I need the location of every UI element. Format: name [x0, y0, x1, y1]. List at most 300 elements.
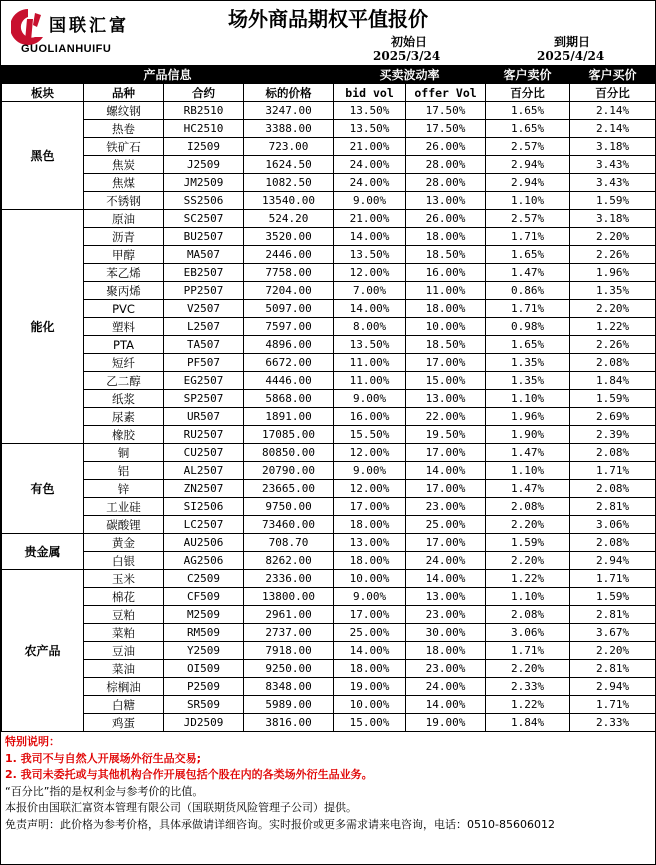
underlying-price-cell: 4446.00 [244, 372, 334, 390]
company-name-en: GUOLIANHUIFU [21, 43, 112, 55]
company-name-cn: 国联汇富 [49, 16, 129, 36]
table-row [2, 120, 656, 138]
client-buy-pct-cell: 1.71% [570, 570, 656, 588]
table-row [2, 318, 656, 336]
contract-cell: RM509 [164, 624, 244, 642]
variety-cell: 铝 [84, 462, 164, 480]
contract-cell: L2507 [164, 318, 244, 336]
col-contract: 合约 [164, 84, 244, 102]
contract-cell: JM2509 [164, 174, 244, 192]
table-row [2, 156, 656, 174]
variety-cell: 不锈钢 [84, 192, 164, 210]
contract-cell: CF509 [164, 588, 244, 606]
client-sell-pct-cell: 2.57% [486, 210, 570, 228]
table-row [2, 264, 656, 282]
bid-vol-cell: 7.00% [334, 282, 406, 300]
bid-vol-cell: 25.00% [334, 624, 406, 642]
variety-cell: 碳酸锂 [84, 516, 164, 534]
client-buy-pct-cell: 2.08% [570, 354, 656, 372]
bid-vol-cell: 24.00% [334, 174, 406, 192]
client-sell-pct-cell: 1.71% [486, 642, 570, 660]
contract-cell: CU2507 [164, 444, 244, 462]
table-row [2, 660, 656, 678]
client-sell-pct-cell: 1.71% [486, 228, 570, 246]
offer-vol-cell: 18.50% [406, 246, 486, 264]
client-sell-pct-cell: 1.59% [486, 534, 570, 552]
underlying-price-cell: 3247.00 [244, 102, 334, 120]
client-sell-pct-cell: 3.06% [486, 624, 570, 642]
table-row [2, 678, 656, 696]
client-buy-pct-cell: 3.18% [570, 138, 656, 156]
variety-cell: 铁矿石 [84, 138, 164, 156]
client-sell-pct-cell: 2.57% [486, 138, 570, 156]
client-sell-pct-cell: 1.65% [486, 102, 570, 120]
offer-vol-cell: 23.00% [406, 498, 486, 516]
bid-vol-cell: 13.50% [334, 336, 406, 354]
offer-vol-cell: 15.00% [406, 372, 486, 390]
offer-vol-cell: 17.50% [406, 120, 486, 138]
underlying-price-cell: 13540.00 [244, 192, 334, 210]
variety-cell: 聚丙烯 [84, 282, 164, 300]
underlying-price-cell: 4896.00 [244, 336, 334, 354]
offer-vol-cell: 18.00% [406, 228, 486, 246]
client-buy-pct-cell: 3.67% [570, 624, 656, 642]
offer-vol-cell: 22.00% [406, 408, 486, 426]
bid-vol-cell: 10.00% [334, 570, 406, 588]
variety-cell: 热卷 [84, 120, 164, 138]
contract-cell: J2509 [164, 156, 244, 174]
variety-cell: 豆油 [84, 642, 164, 660]
client-buy-pct-cell: 2.26% [570, 336, 656, 354]
variety-cell: 锌 [84, 480, 164, 498]
variety-cell: 菜粕 [84, 624, 164, 642]
contract-cell: P2509 [164, 678, 244, 696]
contract-cell: RU2507 [164, 426, 244, 444]
underlying-price-cell: 7918.00 [244, 642, 334, 660]
underlying-price-cell: 9750.00 [244, 498, 334, 516]
client-sell-pct-cell: 1.10% [486, 390, 570, 408]
client-sell-pct-cell: 1.22% [486, 570, 570, 588]
variety-cell: 鸡蛋 [84, 714, 164, 732]
underlying-price-cell: 5097.00 [244, 300, 334, 318]
offer-vol-cell: 30.00% [406, 624, 486, 642]
offer-vol-cell: 14.00% [406, 462, 486, 480]
client-sell-pct-cell: 0.86% [486, 282, 570, 300]
start-date-value: 2025/3/24 [373, 49, 441, 63]
client-sell-pct-cell: 2.08% [486, 498, 570, 516]
underlying-price-cell: 3520.00 [244, 228, 334, 246]
underlying-price-cell: 7758.00 [244, 264, 334, 282]
variety-cell: 螺纹钢 [84, 102, 164, 120]
client-buy-pct-cell: 1.59% [570, 192, 656, 210]
bid-vol-cell: 9.00% [334, 390, 406, 408]
client-buy-pct-cell: 3.43% [570, 174, 656, 192]
client-sell-pct-cell: 2.94% [486, 156, 570, 174]
variety-cell: 豆粕 [84, 606, 164, 624]
client-buy-pct-cell: 2.14% [570, 102, 656, 120]
bid-vol-cell: 11.00% [334, 354, 406, 372]
bid-vol-cell: 13.00% [334, 534, 406, 552]
offer-vol-cell: 13.00% [406, 588, 486, 606]
client-buy-pct-cell: 2.81% [570, 660, 656, 678]
contract-cell: AU2506 [164, 534, 244, 552]
client-sell-pct-cell: 1.84% [486, 714, 570, 732]
table-row [2, 714, 656, 732]
bid-vol-cell: 16.00% [334, 408, 406, 426]
client-buy-pct-cell: 2.94% [570, 552, 656, 570]
table-row [2, 426, 656, 444]
table-row [2, 246, 656, 264]
offer-vol-cell: 10.00% [406, 318, 486, 336]
contract-cell: Y2509 [164, 642, 244, 660]
table-row [2, 588, 656, 606]
group-client-sell: 客户卖价 [486, 66, 570, 84]
offer-vol-cell: 18.00% [406, 642, 486, 660]
client-sell-pct-cell: 0.98% [486, 318, 570, 336]
variety-cell: 甲醇 [84, 246, 164, 264]
variety-cell: 工业硅 [84, 498, 164, 516]
bid-vol-cell: 15.50% [334, 426, 406, 444]
offer-vol-cell: 18.50% [406, 336, 486, 354]
bid-vol-cell: 12.00% [334, 480, 406, 498]
offer-vol-cell: 25.00% [406, 516, 486, 534]
offer-vol-cell: 24.00% [406, 678, 486, 696]
note-no-individuals: 1. 我司不与自然人开展场外衍生品交易; [5, 751, 202, 765]
client-buy-pct-cell: 2.08% [570, 534, 656, 552]
offer-vol-cell: 13.00% [406, 390, 486, 408]
underlying-price-cell: 9250.00 [244, 660, 334, 678]
client-buy-pct-cell: 2.81% [570, 606, 656, 624]
client-sell-pct-cell: 1.71% [486, 300, 570, 318]
variety-cell: 纸浆 [84, 390, 164, 408]
contract-cell: BU2507 [164, 228, 244, 246]
bid-vol-cell: 12.00% [334, 264, 406, 282]
variety-cell: 焦煤 [84, 174, 164, 192]
bid-vol-cell: 17.00% [334, 606, 406, 624]
client-buy-pct-cell: 1.59% [570, 588, 656, 606]
client-buy-pct-cell: 3.18% [570, 210, 656, 228]
variety-cell: 焦炭 [84, 156, 164, 174]
table-row [2, 642, 656, 660]
underlying-price-cell: 7204.00 [244, 282, 334, 300]
header-column-row [2, 84, 656, 102]
table-row [2, 354, 656, 372]
underlying-price-cell: 2336.00 [244, 570, 334, 588]
header-group-row [2, 66, 656, 84]
client-buy-pct-cell: 1.84% [570, 372, 656, 390]
underlying-price-cell: 2961.00 [244, 606, 334, 624]
offer-vol-cell: 16.00% [406, 264, 486, 282]
variety-cell: 乙二醇 [84, 372, 164, 390]
client-sell-pct-cell: 1.47% [486, 480, 570, 498]
contract-cell: EG2507 [164, 372, 244, 390]
notes [1, 732, 655, 835]
table-row [2, 390, 656, 408]
variety-cell: 短纤 [84, 354, 164, 372]
sector-cell: 贵金属 [2, 534, 84, 570]
underlying-price-cell: 2446.00 [244, 246, 334, 264]
offer-vol-cell: 19.50% [406, 426, 486, 444]
contract-cell: M2509 [164, 606, 244, 624]
contract-cell: SP2507 [164, 390, 244, 408]
client-buy-pct-cell: 1.96% [570, 264, 656, 282]
bid-vol-cell: 17.00% [334, 498, 406, 516]
table-row [2, 138, 656, 156]
contract-cell: HC2510 [164, 120, 244, 138]
table-row [2, 462, 656, 480]
client-sell-pct-cell: 1.65% [486, 336, 570, 354]
contract-cell: PP2507 [164, 282, 244, 300]
client-buy-pct-cell: 2.69% [570, 408, 656, 426]
variety-cell: 铜 [84, 444, 164, 462]
contract-cell: ZN2507 [164, 480, 244, 498]
table-row [2, 300, 656, 318]
table-row [2, 624, 656, 642]
col-price: 标的价格 [244, 84, 334, 102]
offer-vol-cell: 23.00% [406, 660, 486, 678]
client-buy-pct-cell: 2.20% [570, 642, 656, 660]
offer-vol-cell: 26.00% [406, 138, 486, 156]
client-buy-pct-cell: 3.43% [570, 156, 656, 174]
variety-cell: 塑料 [84, 318, 164, 336]
bid-vol-cell: 15.00% [334, 714, 406, 732]
sector-cell: 有色 [2, 444, 84, 534]
client-buy-pct-cell: 2.81% [570, 498, 656, 516]
col-sell-pct: 百分比 [486, 84, 570, 102]
variety-cell: 白糖 [84, 696, 164, 714]
bid-vol-cell: 24.00% [334, 156, 406, 174]
bid-vol-cell: 14.00% [334, 300, 406, 318]
underlying-price-cell: 13800.00 [244, 588, 334, 606]
bid-vol-cell: 18.00% [334, 516, 406, 534]
contract-cell: SR509 [164, 696, 244, 714]
page-title: 场外商品期权平值报价 [228, 7, 428, 31]
variety-cell: 玉米 [84, 570, 164, 588]
offer-vol-cell: 19.00% [406, 714, 486, 732]
note-percentage-definition: “百分比”指的是权利金与参考价的比值。 [5, 784, 204, 798]
contract-cell: SC2507 [164, 210, 244, 228]
variety-cell: 原油 [84, 210, 164, 228]
end-date-value: 2025/4/24 [537, 49, 605, 63]
offer-vol-cell: 28.00% [406, 156, 486, 174]
client-sell-pct-cell: 2.20% [486, 516, 570, 534]
contract-cell: JD2509 [164, 714, 244, 732]
contract-cell: SS2506 [164, 192, 244, 210]
table-row [2, 228, 656, 246]
sector-cell: 能化 [2, 210, 84, 444]
variety-cell: 棕榈油 [84, 678, 164, 696]
underlying-price-cell: 5868.00 [244, 390, 334, 408]
offer-vol-cell: 24.00% [406, 552, 486, 570]
contract-cell: V2507 [164, 300, 244, 318]
bid-vol-cell: 14.00% [334, 642, 406, 660]
table-row [2, 606, 656, 624]
table-row [2, 498, 656, 516]
contract-cell: UR507 [164, 408, 244, 426]
contract-cell: C2509 [164, 570, 244, 588]
contract-cell: SI2506 [164, 498, 244, 516]
variety-cell: 尿素 [84, 408, 164, 426]
quote-table [1, 65, 656, 732]
client-sell-pct-cell: 1.90% [486, 426, 570, 444]
sector-cell: 黑色 [2, 102, 84, 210]
client-buy-pct-cell: 2.08% [570, 444, 656, 462]
table-row [2, 210, 656, 228]
col-buy-pct: 百分比 [570, 84, 656, 102]
bid-vol-cell: 13.50% [334, 246, 406, 264]
client-sell-pct-cell: 1.10% [486, 192, 570, 210]
contract-cell: TA507 [164, 336, 244, 354]
contract-cell: I2509 [164, 138, 244, 156]
underlying-price-cell: 3388.00 [244, 120, 334, 138]
client-buy-pct-cell: 1.59% [570, 390, 656, 408]
group-vol: 买卖波动率 [334, 66, 486, 84]
contract-cell: RB2510 [164, 102, 244, 120]
underlying-price-cell: 20790.00 [244, 462, 334, 480]
client-sell-pct-cell: 1.65% [486, 120, 570, 138]
bid-vol-cell: 13.50% [334, 102, 406, 120]
header [1, 1, 655, 65]
underlying-price-cell: 73460.00 [244, 516, 334, 534]
client-buy-pct-cell: 2.94% [570, 678, 656, 696]
contract-cell: AL2507 [164, 462, 244, 480]
offer-vol-cell: 17.50% [406, 102, 486, 120]
note-provider: 本报价由国联汇富资本管理有限公司（国联期货风险管理子公司）提供。 [5, 801, 357, 814]
underlying-price-cell: 524.20 [244, 210, 334, 228]
client-buy-pct-cell: 1.71% [570, 696, 656, 714]
col-offer-vol: offer Vol [406, 84, 486, 102]
bid-vol-cell: 21.00% [334, 138, 406, 156]
client-sell-pct-cell: 1.47% [486, 444, 570, 462]
client-sell-pct-cell: 1.22% [486, 696, 570, 714]
client-sell-pct-cell: 2.20% [486, 660, 570, 678]
table-row [2, 408, 656, 426]
client-sell-pct-cell: 2.08% [486, 606, 570, 624]
client-buy-pct-cell: 3.06% [570, 516, 656, 534]
underlying-price-cell: 1624.50 [244, 156, 334, 174]
client-sell-pct-cell: 1.96% [486, 408, 570, 426]
offer-vol-cell: 14.00% [406, 570, 486, 588]
note-no-delegation: 2. 我司未委托或与其他机构合作开展包括个股在内的各类场外衍生品业务。 [5, 768, 373, 781]
end-date-label: 到期日 [554, 35, 591, 49]
table-row [2, 174, 656, 192]
group-client-buy: 客户买价 [570, 66, 656, 84]
underlying-price-cell: 6672.00 [244, 354, 334, 372]
client-sell-pct-cell: 1.47% [486, 264, 570, 282]
contract-cell: EB2507 [164, 264, 244, 282]
contract-cell: LC2507 [164, 516, 244, 534]
col-variety: 品种 [84, 84, 164, 102]
table-row [2, 336, 656, 354]
table-row [2, 192, 656, 210]
client-sell-pct-cell: 1.65% [486, 246, 570, 264]
offer-vol-cell: 17.00% [406, 354, 486, 372]
bid-vol-cell: 12.00% [334, 444, 406, 462]
bid-vol-cell: 10.00% [334, 696, 406, 714]
bid-vol-cell: 13.50% [334, 120, 406, 138]
offer-vol-cell: 13.00% [406, 192, 486, 210]
variety-cell: 橡胶 [84, 426, 164, 444]
underlying-price-cell: 7597.00 [244, 318, 334, 336]
underlying-price-cell: 1082.50 [244, 174, 334, 192]
contract-cell: OI509 [164, 660, 244, 678]
table-row [2, 696, 656, 714]
client-sell-pct-cell: 1.10% [486, 462, 570, 480]
offer-vol-cell: 17.00% [406, 534, 486, 552]
table-row [2, 372, 656, 390]
offer-vol-cell: 18.00% [406, 300, 486, 318]
client-sell-pct-cell: 2.33% [486, 678, 570, 696]
underlying-price-cell: 3816.00 [244, 714, 334, 732]
bid-vol-cell: 9.00% [334, 588, 406, 606]
client-sell-pct-cell: 2.20% [486, 552, 570, 570]
client-buy-pct-cell: 2.14% [570, 120, 656, 138]
underlying-price-cell: 17085.00 [244, 426, 334, 444]
table-row [2, 570, 656, 588]
table-row [2, 552, 656, 570]
group-product-info: 产品信息 [2, 66, 334, 84]
table-row [2, 444, 656, 462]
table-row [2, 480, 656, 498]
contract-cell: MA507 [164, 246, 244, 264]
underlying-price-cell: 5989.00 [244, 696, 334, 714]
underlying-price-cell: 23665.00 [244, 480, 334, 498]
start-date-label: 初始日 [391, 35, 428, 49]
client-buy-pct-cell: 1.71% [570, 462, 656, 480]
bid-vol-cell: 8.00% [334, 318, 406, 336]
bid-vol-cell: 9.00% [334, 462, 406, 480]
client-buy-pct-cell: 2.20% [570, 300, 656, 318]
client-buy-pct-cell: 2.08% [570, 480, 656, 498]
client-buy-pct-cell: 2.33% [570, 714, 656, 732]
bid-vol-cell: 18.00% [334, 660, 406, 678]
variety-cell: PTA [84, 336, 164, 354]
offer-vol-cell: 26.00% [406, 210, 486, 228]
bid-vol-cell: 21.00% [334, 210, 406, 228]
client-buy-pct-cell: 1.35% [570, 282, 656, 300]
underlying-price-cell: 8262.00 [244, 552, 334, 570]
offer-vol-cell: 17.00% [406, 444, 486, 462]
bid-vol-cell: 11.00% [334, 372, 406, 390]
offer-vol-cell: 11.00% [406, 282, 486, 300]
underlying-price-cell: 2737.00 [244, 624, 334, 642]
variety-cell: 白银 [84, 552, 164, 570]
offer-vol-cell: 17.00% [406, 480, 486, 498]
bid-vol-cell: 19.00% [334, 678, 406, 696]
notes-heading: 特别说明： [5, 735, 60, 748]
variety-cell: 棉花 [84, 588, 164, 606]
underlying-price-cell: 8348.00 [244, 678, 334, 696]
table-row [2, 534, 656, 552]
client-sell-pct-cell: 1.35% [486, 372, 570, 390]
sector-cell: 农产品 [2, 570, 84, 732]
underlying-price-cell: 723.00 [244, 138, 334, 156]
underlying-price-cell: 708.70 [244, 534, 334, 552]
client-buy-pct-cell: 2.20% [570, 228, 656, 246]
client-buy-pct-cell: 2.39% [570, 426, 656, 444]
variety-cell: 苯乙烯 [84, 264, 164, 282]
variety-cell: 黄金 [84, 534, 164, 552]
underlying-price-cell: 80850.00 [244, 444, 334, 462]
bid-vol-cell: 9.00% [334, 192, 406, 210]
quote-body [2, 102, 656, 732]
note-disclaimer: 免责声明：此价格为参考价格，具体承做请详细咨询。实时报价或更多需求请来电咨询，电话：0510-85606012 [5, 817, 555, 831]
offer-vol-cell: 23.00% [406, 606, 486, 624]
table-row [2, 102, 656, 120]
col-sector: 板块 [2, 84, 84, 102]
variety-cell: 沥青 [84, 228, 164, 246]
variety-cell: PVC [84, 300, 164, 318]
